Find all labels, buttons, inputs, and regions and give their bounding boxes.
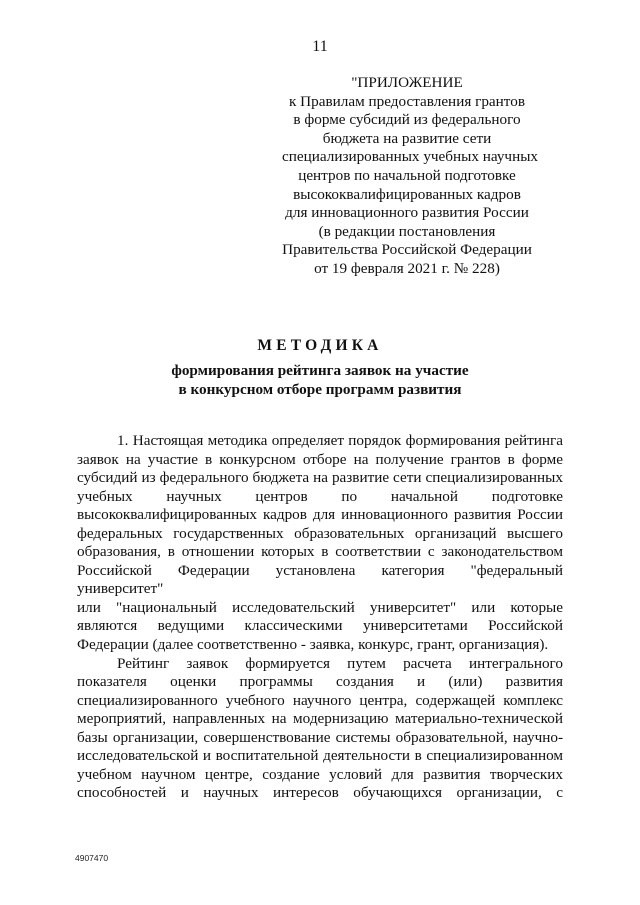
body-text (77, 432, 563, 803)
appendix-line: в форме субсидий из федерального (293, 111, 521, 129)
document-subtitle (0, 362, 640, 399)
appendix-line: высококвалифицированных кадров (293, 185, 521, 203)
body-line: учебных научных центров по начальной подготовке (77, 487, 563, 505)
page-number: 11 (312, 38, 328, 55)
appendix-line: от 19 февраля 2021 г. № 228) (314, 259, 500, 277)
appendix-header (282, 74, 538, 279)
appendix-line: Правительства Российской Федерации (282, 241, 532, 259)
body-line: 1. Настоящая методика определяет порядок формирования рейтинга (117, 432, 563, 449)
subtitle-line: формирования рейтинга заявок на участие (171, 362, 469, 379)
appendix-line: "ПРИЛОЖЕНИЕ (351, 74, 463, 91)
body-line: субсидий из федерального бюджета на развитие сети специализированных (77, 469, 563, 487)
body-line: способностей и научных интересов обучающихся организации, с (77, 784, 563, 802)
body-line: Федерации (далее соответственно - заявка, конкурс, грант, организация). (77, 636, 549, 654)
body-line: федеральных государственных образовательных организаций высшего (77, 524, 563, 542)
body-line: базы организации, совершенствование системы образовательной, научно- (77, 728, 563, 746)
appendix-line: к Правилам предоставления грантов (289, 92, 525, 110)
appendix-line: (в редакции постановления (318, 222, 496, 240)
appendix-line: центров по начальной подготовке (298, 166, 516, 184)
body-line: заявок на участие в конкурсном отборе на получение грантов в форме (77, 450, 563, 468)
body-line: или "национальный исследовательский университет" или которые (77, 598, 563, 616)
body-line: специализированного учебного научного центра, содержащей комплекс (77, 691, 563, 709)
body-line: учебном научном центре, создание условий для развития творческих (77, 765, 563, 783)
appendix-line: для инновационного развития России (285, 204, 529, 222)
body-line: мероприятий, направленных на модернизацию материально-технической (77, 710, 563, 728)
document-code: 4907470 (75, 853, 109, 863)
body-line: образования, в отношении которых в соответствии с законодательством (77, 543, 563, 561)
appendix-line: бюджета на развитие сети (322, 129, 492, 147)
body-line: исследовательской и воспитательной деятельности в специализированном (77, 747, 563, 765)
subtitle-line: в конкурсном отборе программ развития (178, 380, 462, 398)
body-line: Российской Федерации установлена категория "федеральный университет" (77, 561, 563, 598)
body-line: показателя оценки программы создания и (или) развития (77, 673, 563, 691)
appendix-line: специализированных учебных научных (282, 148, 538, 166)
document-title: МЕТОДИКА (257, 337, 383, 354)
body-line: Рейтинг заявок формируется путем расчета интегрального (117, 654, 563, 672)
body-line: высококвалифицированных кадров для инновационного развития России (77, 506, 563, 524)
body-line: являются ведущими классическими университетами Российской (77, 617, 563, 635)
